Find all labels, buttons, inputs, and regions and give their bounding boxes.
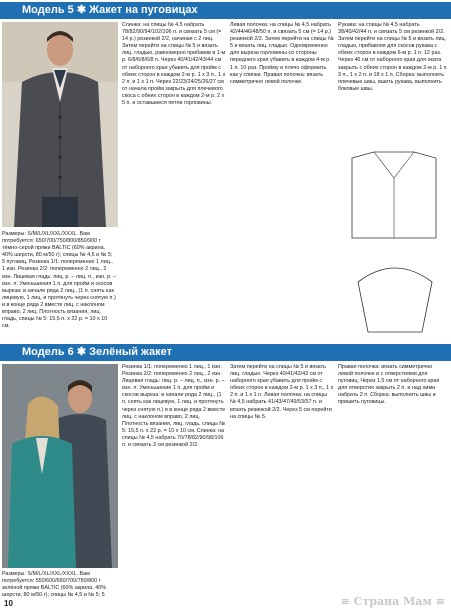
- model5-pattern-body-diagram: [340, 138, 448, 248]
- model6-title: Модель 6 ✱ Зелёный жакет: [22, 346, 172, 358]
- model5-title: Модель 5 ✱ Жакет на пуговицах: [22, 4, 198, 16]
- model5-photo: [2, 22, 118, 227]
- model6-col4: Правая полочка: вязать симметрично левой полочке и с отверстиями для пуговиц. Через 1,5 см от наборного края для отверстия закрыть 2 п. и над ними набрать 2 п. Сборка: выполнить швы и пришить пуговицы.: [338, 364, 440, 406]
- model5-banner: [0, 2, 451, 19]
- model6-col2: Резинка 1/1: попеременно 1 лиц., 1 изн. Резинка 2/2: попеременно 2 лиц., 2 изн. Лицевая гладь: лиц. р. – лиц. п., изн. р. – изн. п. Уменьшение 1 п. для пройм и скосов выреза: в начале ряда 2 лиц., (1 п. снять как лицевую, 1 лиц. и протянуть через снятую п.) и в конце ряда 2 вместе лиц. с наклоном вправо, 2 лиц. Плотность вязания, лиц. гладь, спицы № 5: 15,5 п. x 22 р. = 10 x 10 см. Спинка: на спицы № 4,5 набрать 70/78/82/90/98/106 п. и связать 3 см резинкой 2/2.: [122, 364, 226, 449]
- model6-left-text: Размеры: S/M/L/XL/XXL/XXXL. Вам потребуется: 550/600/650/700/750/800 г зелёной пряжи BALTIC (60% акрила, 40% шерсти, 80 м/50 г); спицы № 4,5 и № 5; 5: [2, 571, 107, 599]
- model6-col3: Затем перейти на спицы № 5 и вязать лиц. гладью. Через 40/41/42/43 см от наборного края убавить для пройм с обеих сторон в каждом 2-м р. 1 x 3 п., 1 x 2 п. и 1 x 1 п. Левая полочка: на спицы № 4,5 набрать 41/43/47/49/53/57 п. и вязать резинкой 2/2. Через 5 см перейти на спицы № 5.: [230, 364, 334, 420]
- man-cardigan-image: [2, 22, 118, 227]
- couple-jacket-image: [2, 364, 118, 568]
- model6-photo: [2, 364, 118, 568]
- page-number: 10: [4, 599, 13, 608]
- model5-left-text: Размеры: S/M/L/XL/XXL/XXXL. Вам потребуется: 650/700/750/800/850/900 г тёмно-серой пряжи BALTIC (60% акрила, 40% шерсти, 80 м/50 г); спицы № 4,5 и № 5; 5 пуговиц. Резинка 1/1: попеременно 1 лиц., 1 изн. Резинка 2/2: попеременно 2 лиц., 2 изн. Лицевая гладь: лиц. р. – лиц. п., изн. р. – изн. п. Уменьшения 1 п. для пройм и скосов выреза: в начале ряда 2 лиц., (1 п. снять как лицевую, 1 лиц. и протянуть через снятую п.) и в конце ряда 2 вместе лиц. с наклоном вправо, 2 лиц. Плотность вязания, лиц. гладь, спицы № 5: 15,5 п. x 22 р. = 10 x 10 см.: [2, 231, 116, 330]
- model5-pattern-sleeve-diagram: [350, 252, 440, 338]
- model5-col2: Спинка: на спицы № 4,5 набрать 78/82/90/94/102/106 п. и связать 5 см (= 14 р.) резинкой 2/2, начиная с 2 лиц. Затем перейти на спицы № 5 и вязать лиц. гладью, равномерно прибавив в 1-м р. 6/8/6/8/6/8 п. Через 40/41/42/43/44 см от наборного края убавить для пройм с обеих сторон в каждом 2-м р. 1 x 3 п., 1 x 2 п. и 1 x 1 п. Через 22/23/24/25/26/27 см от начала пройм закрыть для плечевого скоса с обеих сторон в каждом 2-м р. 2 x 5 п. и оставшиеся петли горловины.: [122, 22, 226, 107]
- site-watermark: ≡ Страна Мам ≡: [340, 595, 445, 608]
- model5-col4: Рукава: на спицы № 4,5 набрать 38/40/42/44 п. и связать 5 см резинкой 2/2. Затем перейти на спицы № 5 и вязать лиц. гладью, прибавляя для скосов рукава с обеих сторон в каждом 6-м р. 1 п. 12 раз. Через 46 см от наборного края для оката закрыть с обеих сторон в каждом 2-м р. 1 x 3 п., 1 x 2 п. и 18 x 1 п. Сборка: выполнить плечевые швы, вшить рукава, выполнить боковые швы.: [338, 22, 447, 92]
- model6-banner: [0, 344, 451, 361]
- model5-col3: Левая полочка: на спицы № 4,5 набрать 42/44/46/48/50 п. и связать 5 см (= 14 р.) резинкой 2/2. Затем перейти на спицы № 5 и вязать лиц. гладью. Одновременно для выреза горловины со стороны переднего края убавить в каждом 4-м р. 1 п. 10 раз. Пройму и плечо оформить как у спинки. Правая полочка: вязать симметрично левой полочке.: [230, 22, 334, 85]
